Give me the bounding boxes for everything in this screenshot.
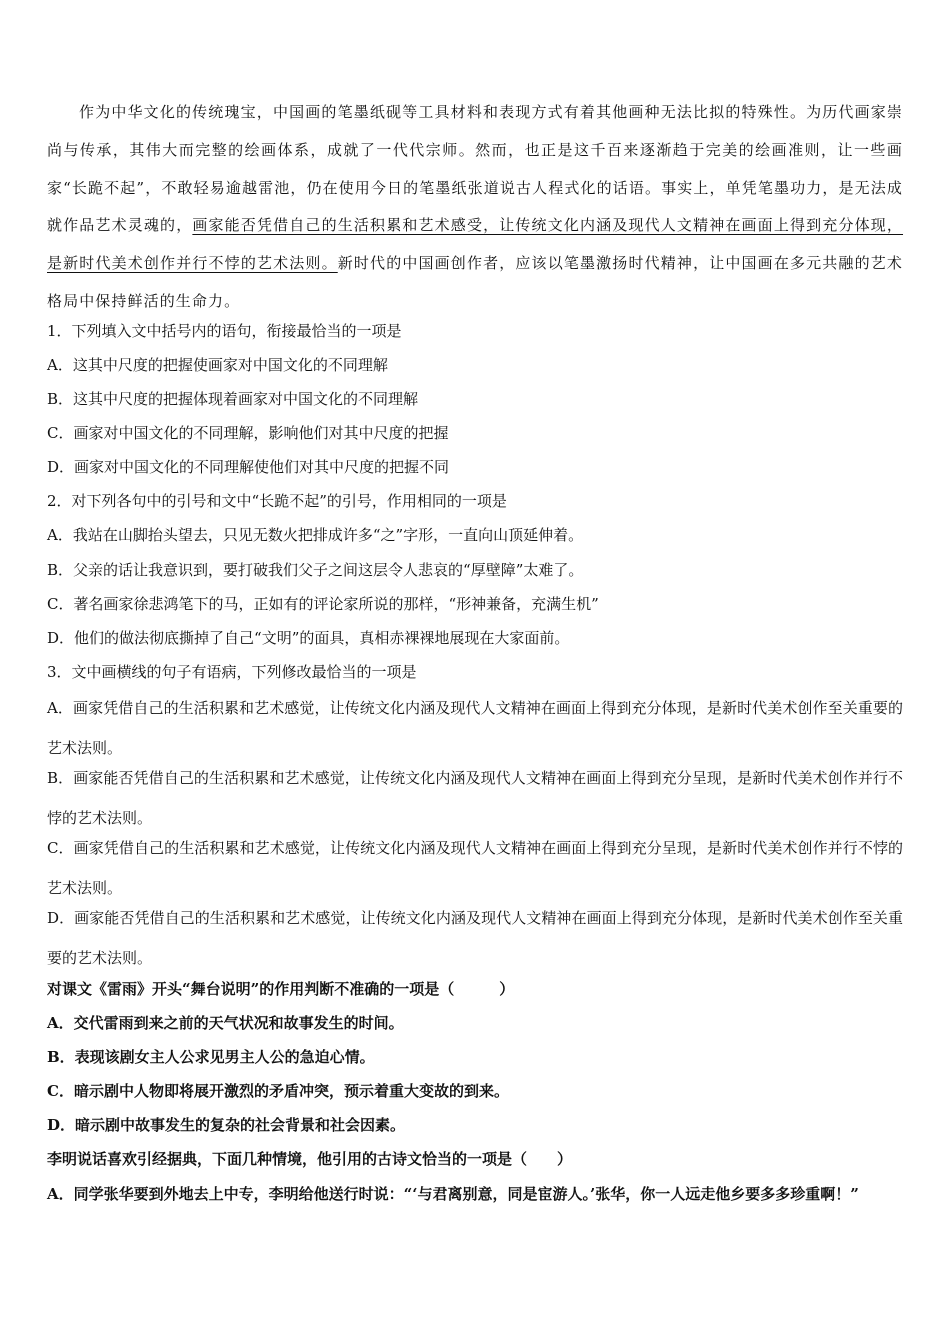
question-3-option-b: B．画家能否凭借自己的生活积累和艺术感觉，让传统文化内涵及现代人文精神在画面上得到充分呈现，是新时代美术创作并行不悖的艺术法则。 [47, 769, 903, 827]
question-1-option-b: B．这其中尺度的把握体现着画家对中国文化的不同理解 [47, 390, 419, 408]
question-3-stem: 3．文中画横线的句子有语病，下列修改最恰当的一项是 [47, 663, 417, 681]
question-4-option-d: D．暗示剧中故事发生的复杂的社会背景和社会因素。 [47, 1116, 406, 1134]
question-1-option-d: D．画家对中国文化的不同理解使他们对其中尺度的把握不同 [47, 458, 450, 476]
question-2-stem: 2．对下列各句中的引号和文中“长跪不起”的引号，作用相同的一项是 [47, 492, 507, 510]
question-1-option-c: C．画家对中国文化的不同理解，影响他们对其中尺度的把握 [47, 424, 449, 442]
question-2-option-a: A．我站在山脚抬头望去，只见无数火把排成许多“之”字形，一直向山顶延伸着。 [47, 526, 584, 544]
question-4-option-c: C．暗示剧中人物即将展开激烈的矛盾冲突，预示着重大变故的到来。 [47, 1082, 509, 1100]
reading-passage [47, 94, 903, 321]
question-4-option-a: A．交代雷雨到来之前的天气状况和故事发生的时间。 [47, 1014, 404, 1032]
underlined-sentence: 画家能否凭借自己的生活积累和艺术感受，让传统文化内涵及现代人文精神在画面上得到充分体现，是新时代美术创作并行不悖的艺术法则。 [47, 216, 904, 273]
passage-text: 作为中华文化的传统瑰宝，中国画的笔墨纸砚等工具材料和表现方式有着其他画种无法比拟的特殊性。为历代画家崇尚与传承，其伟大而完整的绘画体系，成就了一代代宗师。然而，也正是这千百来逐渐趋于完美的绘画准则，让一些画家“长跪不起”，不敢轻易逾越雷池，仍在使用今日的笔墨纸张道说古人程式化的话语。事实上，单凭笔墨功力，是无法成就作品艺术灵魂的， [47, 103, 903, 235]
question-1-stem: 1．下列填入文中括号内的语句，衔接最恰当的一项是 [47, 322, 402, 340]
question-2-option-b: B．父亲的话让我意识到，要打破我们父子之间这层令人悲哀的“厚壁障”太难了。 [47, 561, 584, 579]
question-1-option-a: A．这其中尺度的把握使画家对中国文化的不同理解 [47, 356, 388, 374]
question-4-stem: 对课文《雷雨》开头“舞台说明”的作用判断不准确的一项是（ ） [47, 980, 515, 998]
question-3-option-a: A．画家凭借自己的生活积累和艺术感觉，让传统文化内涵及现代人文精神在画面上得到充分体现，是新时代美术创作至关重要的艺术法则。 [47, 699, 903, 757]
question-2-option-d: D．他们的做法彻底撕掉了自己“文明”的面具，真相赤裸裸地展现在大家面前。 [47, 629, 570, 647]
question-5-option-a: A．同学张华要到外地去上中专，李明给他送行时说：“‘与君离别意，同是宦游人。’张华，你一人远走他乡要多多珍重啊！” [47, 1185, 859, 1203]
question-4-option-b: B．表现该剧女主人公求见男主人公的急迫心情。 [47, 1048, 375, 1066]
question-3-option-c: C．画家凭借自己的生活积累和艺术感觉，让传统文化内涵及现代人文精神在画面上得到充分呈现，是新时代美术创作并行不悖的艺术法则。 [47, 839, 903, 897]
question-5-stem: 李明说话喜欢引经据典，下面几种情境，他引用的古诗文恰当的一项是（ ） [47, 1150, 573, 1168]
passage-text: 新时代的中国画创作者，应该以笔墨激扬时代精神，让中国画在多元共融的艺术格局中保持鲜活的生命力。 [47, 254, 903, 310]
question-2-option-c: C．著名画家徐悲鸿笔下的马，正如有的评论家所说的那样，“形神兼备，充满生机” [47, 595, 599, 613]
question-3-option-d: D．画家能否凭借自己的生活积累和艺术感觉，让传统文化内涵及现代人文精神在画面上得到充分体现，是新时代美术创作至关重要的艺术法则。 [47, 909, 903, 967]
